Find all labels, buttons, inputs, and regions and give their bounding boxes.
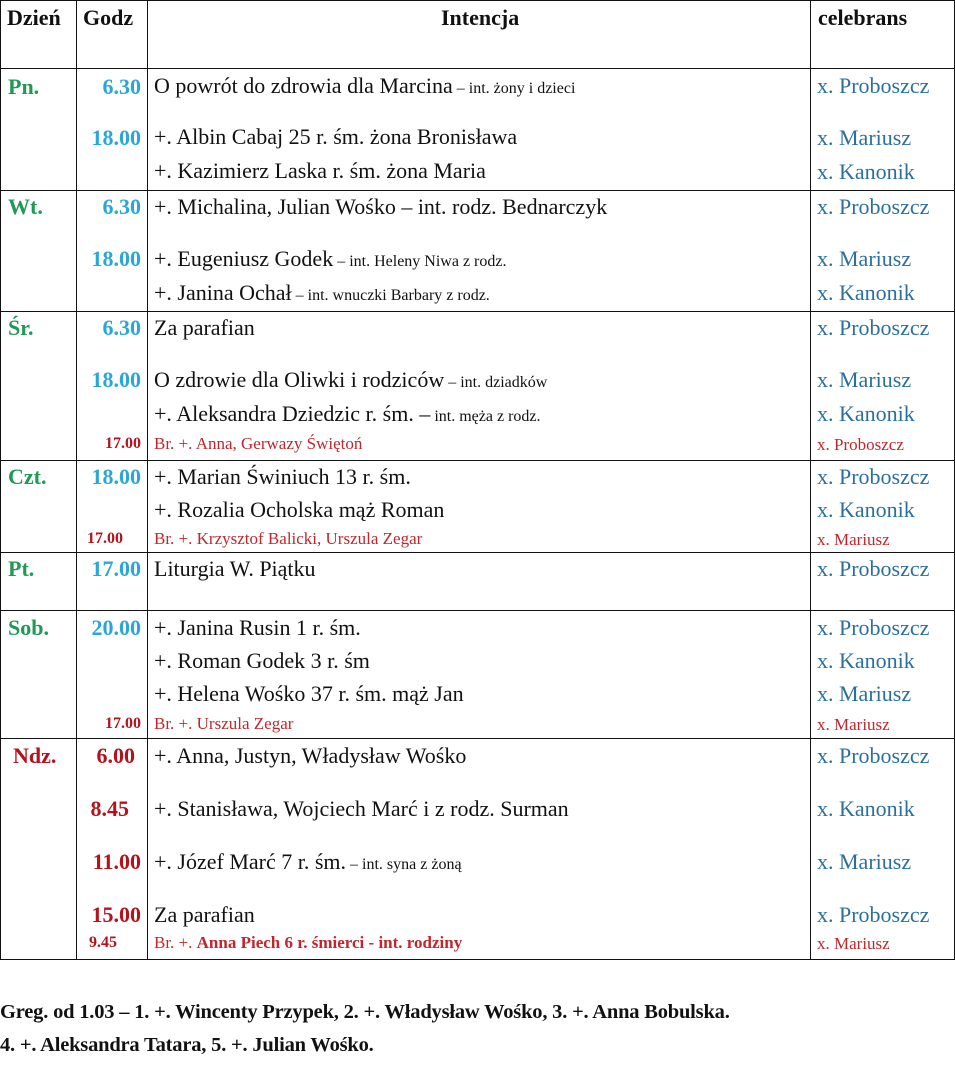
mass-time: 17.00: [91, 556, 141, 581]
header-day: Dzień: [7, 5, 61, 30]
intention-text: O powrót do zdrowia dla Marcina – int. żony i dzieci: [154, 73, 576, 98]
devotion-text: Br. +. Anna, Gerwazy Świętoń: [154, 434, 363, 453]
celebrant: x. Proboszcz: [817, 435, 904, 454]
intention-text: Za parafian: [154, 902, 255, 927]
note-line-2: 4. +. Aleksandra Tatara, 5. +. Julian Wośko.: [0, 1034, 374, 1056]
intention-text: +. Aleksandra Dziedzic r. śm. – int. męża z rodz.: [154, 401, 541, 426]
mass-time: 15.00: [91, 902, 141, 927]
day-row-saturday: [0, 610, 955, 738]
day-name: Pt.: [8, 556, 35, 581]
day-name: Czt.: [8, 464, 47, 489]
devotion-time: 17.00: [105, 715, 141, 732]
celebrant: x. Mariusz: [817, 246, 912, 271]
day-row-friday: [0, 552, 955, 610]
header-time: Godz: [83, 5, 134, 30]
celebrant: x. Kanonik: [817, 159, 915, 184]
mass-time: 6.30: [102, 74, 141, 99]
celebrant: x. Mariusz: [817, 125, 912, 150]
mass-time: 18.00: [91, 246, 141, 271]
devotion-text: Br. +. Krzysztof Balicki, Urszula Zegar: [154, 529, 423, 548]
celebrant: x. Mariusz: [817, 849, 912, 874]
day-row-wednesday: [0, 311, 955, 460]
devotion-text: Br. +. Anna Piech 6 r. śmierci - int. rodziny: [154, 933, 463, 952]
celebrant: x. Proboszcz: [817, 194, 930, 219]
intention-text: +. Stanisława, Wojciech Marć i z rodz. Surman: [154, 796, 569, 821]
mass-time: 18.00: [91, 464, 141, 489]
celebrant: x. Proboszcz: [817, 315, 930, 340]
header-intention: Intencja: [441, 5, 520, 30]
intention-text: +. Józef Marć 7 r. śm. – int. syna z żoną: [154, 849, 462, 874]
devotion-text: Br. +. Urszula Zegar: [154, 714, 294, 733]
celebrant: x. Kanonik: [817, 401, 915, 426]
day-name: Sob.: [8, 615, 49, 640]
devotion-time: 17.00: [105, 435, 141, 452]
mass-time: 6.00: [96, 743, 135, 768]
celebrant: x. Kanonik: [817, 648, 915, 673]
mass-time: 6.30: [102, 315, 141, 340]
table-header: [0, 0, 955, 68]
intention-text: +. Janina Ochał – int. wnuczki Barbary z rodz.: [154, 280, 490, 305]
gregorian-masses-note: [0, 996, 955, 1062]
day-row-thursday: [0, 460, 955, 552]
mass-time: 18.00: [91, 367, 141, 392]
intention-text: +. Roman Godek 3 r. śm: [154, 648, 370, 673]
mass-time: 8.45: [90, 796, 129, 821]
intention-text: +. Janina Rusin 1 r. śm.: [154, 615, 361, 640]
celebrant: x. Proboszcz: [817, 902, 930, 927]
celebrant: x. Proboszcz: [817, 615, 930, 640]
header-celebrant: celebrans: [818, 5, 908, 30]
celebrant: x. Mariusz: [817, 367, 912, 392]
day-row-tuesday: [0, 190, 955, 311]
intention-text: +. Helena Wośko 37 r. śm. mąż Jan: [154, 681, 464, 706]
day-row-monday: [0, 68, 955, 190]
intention-text: +. Kazimierz Laska r. śm. żona Maria: [154, 158, 486, 183]
celebrant: x. Kanonik: [817, 280, 915, 305]
celebrant: x. Mariusz: [817, 715, 890, 734]
intention-text: +. Marian Świniuch 13 r. śm.: [154, 464, 411, 489]
devotion-time: 9.45: [89, 934, 117, 951]
day-name: Ndz.: [13, 743, 57, 768]
celebrant: x. Mariusz: [817, 934, 890, 953]
celebrant: x. Mariusz: [817, 681, 912, 706]
celebrant: x. Mariusz: [817, 530, 890, 549]
celebrant: x. Kanonik: [817, 497, 915, 522]
intention-text: Za parafian: [154, 315, 255, 340]
day-name: Pn.: [8, 74, 40, 99]
intention-text: +. Albin Cabaj 25 r. śm. żona Bronisława: [154, 124, 518, 149]
intention-text: +. Rozalia Ocholska mąż Roman: [154, 497, 445, 522]
day-row-sunday: [0, 738, 955, 960]
intention-text: O zdrowie dla Oliwki i rodziców – int. dziadków: [154, 367, 548, 392]
note-line-1: Greg. od 1.03 – 1. +. Wincenty Przypek, 2. +. Władysław Wośko, 3. +. Anna Bobulska.: [0, 1001, 730, 1023]
devotion-time: 17.00: [87, 530, 123, 547]
celebrant: x. Proboszcz: [817, 464, 930, 489]
celebrant: x. Proboszcz: [817, 743, 930, 768]
mass-time: 18.00: [91, 125, 141, 150]
mass-time: 6.30: [102, 194, 141, 219]
celebrant: x. Proboszcz: [817, 556, 930, 581]
intention-text: Liturgia W. Piątku: [154, 556, 316, 581]
intention-text: +. Anna, Justyn, Władysław Wośko: [154, 743, 467, 768]
day-name: Śr.: [8, 315, 34, 340]
mass-time: 20.00: [91, 615, 141, 640]
celebrant: x. Proboszcz: [817, 73, 930, 98]
day-name: Wt.: [8, 194, 43, 219]
mass-time: 11.00: [92, 849, 141, 874]
intention-text: +. Michalina, Julian Wośko – int. rodz. Bednarczyk: [154, 194, 608, 219]
intention-text: +. Eugeniusz Godek – int. Heleny Niwa z rodz.: [154, 246, 507, 271]
celebrant: x. Kanonik: [817, 796, 915, 821]
